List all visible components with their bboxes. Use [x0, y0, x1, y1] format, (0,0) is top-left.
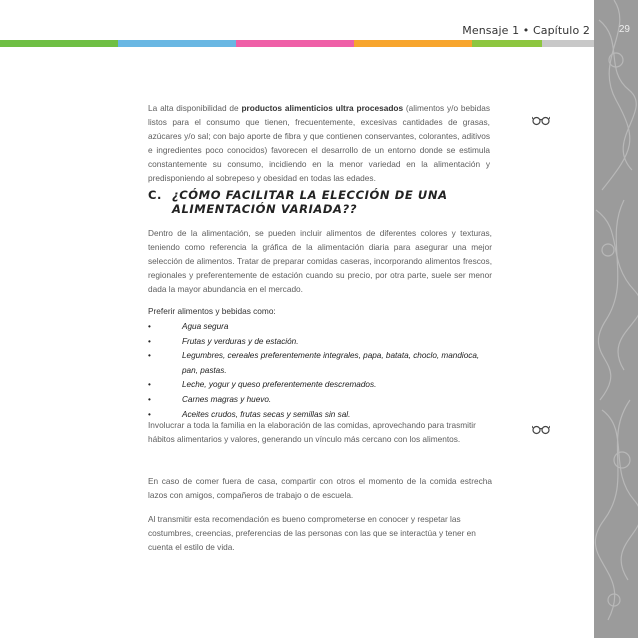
glasses-icon [532, 116, 550, 126]
stripe-lightgreen [472, 40, 542, 47]
stripe-blue [118, 40, 236, 47]
running-header: Mensaje 1 • Capítulo 2 [462, 24, 590, 37]
list-item: • Legumbres, cereales preferentemente integrales, papa, batata, choclo, mandioca, pan, pastas. [148, 351, 480, 375]
paragraph-variety-text: Dentro de la alimentación, se pueden incluir alimentos de diferentes colores y texturas, teniendo como referencia la gráfica de la alimentación diaria para asegurar una mejor selección de alimentos. Tratar de preparar comidas caseras, incorporando alimentos frescos, regionales y preferentemente de estación cuando su precio, por otra parte, suele ser menor dada la mayor abundancia en el mercado. [148, 228, 492, 294]
paragraph-family [148, 418, 488, 446]
section-heading [148, 188, 478, 216]
prefer-label: Preferir alimentos y bebidas como: [148, 306, 276, 316]
decorative-side-band [594, 0, 638, 638]
intro-text-2: (alimentos y/o bebidas listos para el consumo que tienen, frecuentemente, excesivas cantidades de grasas, azúcares y/o sal; con bajo aporte de fibra y que contienen conservantes, colorantes, aditivos e ingredientes poco conocidos) favorecen el desarrollo de un entorno donde se estimula constantemente su consumo, incidiendo en la menor variedad en la alimentación y predisponiendo al sobrepeso y obesidad en todas las edades. [148, 103, 490, 183]
header-color-stripes [0, 40, 594, 47]
paragraph-eating-out-text: En caso de comer fuera de casa, compartir con otros el momento de la comida estrecha lazos con amigos, compañeros de trabajo o de escuela. [148, 476, 492, 500]
page-number: 29 [618, 24, 630, 35]
paragraph-family-text: Involucrar a toda la familia en la elaboración de las comidas, aprovechando para trasmitir hábitos alimentarios y valores, generando un vínculo más cercano con los alimentos. [148, 420, 476, 444]
section-letter: C. [148, 188, 163, 202]
paragraph-respect-text: Al transmitir esta recomendación es bueno comprometerse en conocer y respetar las costumbres, creencias, preferencias de las personas con las que se interactúa y tener en cuenta el estilo de vida. [148, 514, 476, 552]
food-list [148, 320, 492, 422]
stripe-pink [236, 40, 354, 47]
paragraph-respect [148, 512, 492, 554]
list-item: • Agua segura [148, 322, 229, 331]
intro-bold: productos alimenticios ultra procesados [241, 103, 404, 113]
list-item: • Aceites crudos, frutas secas y semillas sin sal. [148, 409, 351, 419]
list-item: • Frutas y verduras y de estación. [148, 336, 299, 346]
list-item: • Carnes magras y huevo. [148, 394, 272, 404]
stripe-orange [354, 40, 472, 47]
swirl-pattern [594, 0, 638, 638]
section-title: ¿CÓMO FACILITAR LA ELECCIÓN DE UNA ALIMENTACIÓN VARIADA?? [172, 188, 448, 216]
intro-text-1: La alta disponibilidad de [148, 103, 242, 113]
glasses-icon [532, 425, 550, 435]
paragraph-variety [148, 226, 492, 296]
intro-paragraph [148, 101, 490, 193]
paragraph-eating-out [148, 474, 492, 502]
stripe-grey [542, 40, 594, 47]
list-item: • Leche, yogur y queso preferentemente descremados. [148, 380, 377, 390]
stripe-green [0, 40, 118, 47]
